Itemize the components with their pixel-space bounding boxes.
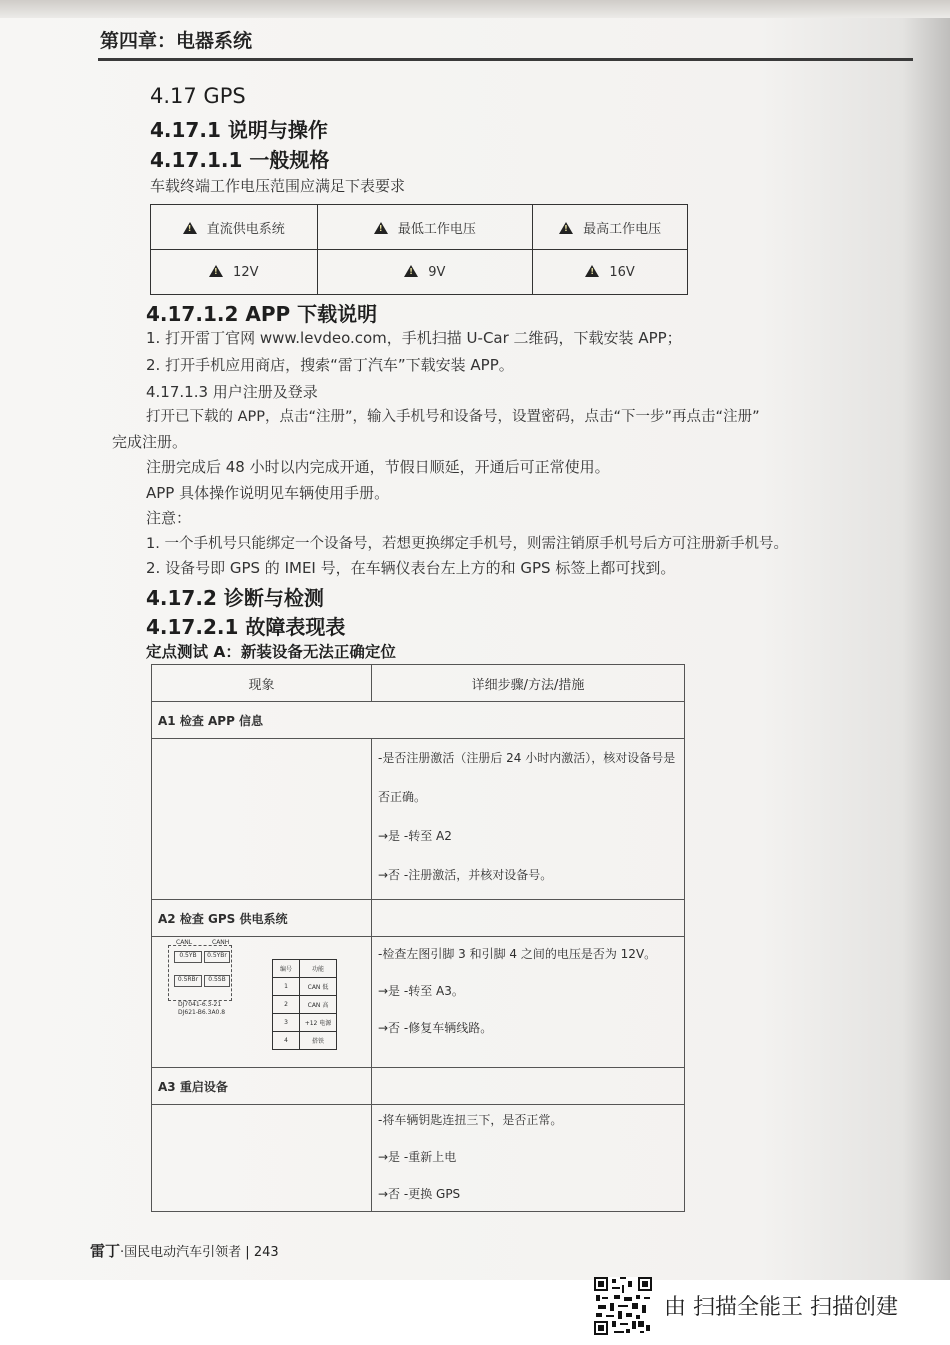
wire-label: 0.5RBr [174, 975, 202, 987]
spec-header-cell: ! 最高工作电压 [533, 205, 688, 250]
warning-icon [404, 265, 418, 277]
test-title: 定点测试 A：新装设备无法正确定位 [146, 643, 396, 661]
spec-header-cell: ! 最低工作电压 [317, 205, 533, 250]
voltage-spec-table [150, 204, 688, 295]
spec-header-cell: !直流供电系统 [151, 205, 318, 250]
step-a3-symptom-cell [152, 1105, 372, 1212]
step-a1-symptom-cell [152, 739, 372, 900]
warning-icon [559, 222, 573, 234]
step-line: →是 -重新上电 [378, 1150, 457, 1164]
footer-brand: 雷丁 [90, 1242, 121, 1260]
page-footer [90, 1240, 279, 1261]
pin-function: +12 电源 [300, 1014, 337, 1032]
wire-label: 0.5SB [204, 975, 230, 987]
note-label: 注意： [146, 509, 192, 527]
connector-diagram [162, 937, 372, 1067]
register-paragraph-line-1: 打开已下载的 APP，点击“注册”，输入手机号和设备号，设置密码，点击“下一步”再点击“注册” [146, 409, 760, 425]
warning-icon [374, 222, 388, 234]
scanner-watermark: 由 扫描全能王 扫描创建 [664, 1295, 898, 1320]
part-number: DJ7041-6.3-21 [178, 1001, 222, 1008]
pin-number: 3 [273, 1014, 300, 1032]
heading-4-17-2-1: 4.17.2.1 故障表现表 [146, 615, 346, 639]
column-header-symptom: 现象 [152, 665, 372, 702]
spec-intro: 车载终端工作电压范围应满足下表要求 [150, 177, 406, 195]
heading-4-17-1-2: 4.17.1.2 APP 下载说明 [146, 302, 378, 326]
step-a3-detail [372, 1105, 685, 1212]
register-manual-text: APP 具体操作说明见车辆使用手册。 [146, 484, 390, 502]
page-top-edge [0, 0, 950, 18]
heading-4-17-1-1: 4.17.1.1 一般规格 [150, 148, 330, 172]
app-step-1: 1. 打开雷丁官网 www.levdeo.com，手机扫描 U-Car 二维码，下载安装 APP； [146, 329, 682, 347]
pin-function-table [272, 959, 337, 1050]
register-activation-text: 注册完成后 48 小时以内完成开通，节假日顺延，开通后可正常使用。 [146, 458, 610, 476]
pin-number: 2 [273, 996, 300, 1014]
note-item-2: 2. 设备号即 GPS 的 IMEI 号，在车辆仪表台左上方的和 GPS 标签上都可找到。 [146, 559, 676, 577]
note-item-1: 1. 一个手机号只能绑定一个设备号，若想更换绑定手机号，则需注销原手机号后方可注册新手机号。 [146, 536, 788, 552]
heading-4-17: 4.17 GPS [150, 84, 246, 108]
step-line: →是 -转至 A3。 [378, 984, 464, 998]
pin-function: 搭铁 [300, 1032, 337, 1050]
footer-divider: | [241, 1245, 254, 1260]
step-line: 否正确。 [378, 790, 427, 804]
pin-function: CAN 低 [300, 978, 337, 996]
app-step-2: 2. 打开手机应用商店，搜索“雷丁汽车”下载安装 APP。 [146, 356, 514, 374]
diagnosis-table [151, 664, 685, 1212]
pin-function: CAN 高 [300, 996, 337, 1014]
spec-value-cell: !12V [151, 250, 318, 295]
part-number: DJ621-B6.3A0.8 [178, 1009, 226, 1016]
step-line: -检查左图引脚 3 和引脚 4 之间的电压是否为 12V。 [378, 947, 657, 961]
spec-value-cell: ! 9V [317, 250, 533, 295]
warning-icon [209, 265, 223, 277]
qr-code-icon [594, 1277, 652, 1335]
warning-icon [183, 222, 197, 234]
step-a3-title-blank [372, 1068, 685, 1105]
column-header-steps: 详细步骤/方法/措施 [372, 665, 685, 702]
step-line: →否 -注册激活，并核对设备号。 [378, 868, 553, 882]
step-a3-title: A3 重启设备 [152, 1068, 372, 1105]
step-a2-title-blank [372, 900, 685, 937]
heading-4-17-2: 4.17.2 诊断与检测 [146, 586, 324, 610]
header-rule [98, 58, 913, 61]
pin-number: 1 [273, 978, 300, 996]
warning-icon [585, 265, 599, 277]
spec-value-cell: ! 16V [533, 250, 688, 295]
wire-label: CANH [212, 939, 230, 946]
step-line: →否 -修复车辆线路。 [378, 1021, 493, 1035]
wire-label: CANL [176, 939, 193, 946]
step-line: →是 -转至 A2 [378, 829, 452, 843]
page-number: 243 [253, 1245, 279, 1260]
footer-slogan: ·国民电动汽车引领者 [120, 1245, 242, 1260]
step-line: -是否注册激活（注册后 24 小时内激活），核对设备号是 [378, 751, 676, 765]
pin-number: 4 [273, 1032, 300, 1050]
pin-header: 功能 [300, 960, 337, 978]
step-a2-title: A2 检查 GPS 供电系统 [152, 900, 372, 937]
wire-label: 0.5YBr [204, 951, 230, 963]
step-a2-detail [372, 937, 685, 1068]
chapter-header: 第四章：电器系统 [100, 30, 253, 52]
heading-4-17-1-3: 4.17.1.3 用户注册及登录 [146, 383, 318, 401]
pin-header: 编号 [273, 960, 300, 978]
step-a1-detail [372, 739, 685, 900]
step-line: →否 -更换 GPS [378, 1187, 461, 1201]
step-a1-title: A1 检查 APP 信息 [152, 702, 685, 739]
step-line: -将车辆钥匙连扭三下，是否正常。 [378, 1113, 563, 1127]
step-a2-wiring-cell [152, 937, 372, 1068]
wire-label: 0.5YB [174, 951, 202, 963]
register-paragraph-line-2: 完成注册。 [112, 433, 188, 451]
heading-4-17-1: 4.17.1 说明与操作 [150, 118, 328, 142]
